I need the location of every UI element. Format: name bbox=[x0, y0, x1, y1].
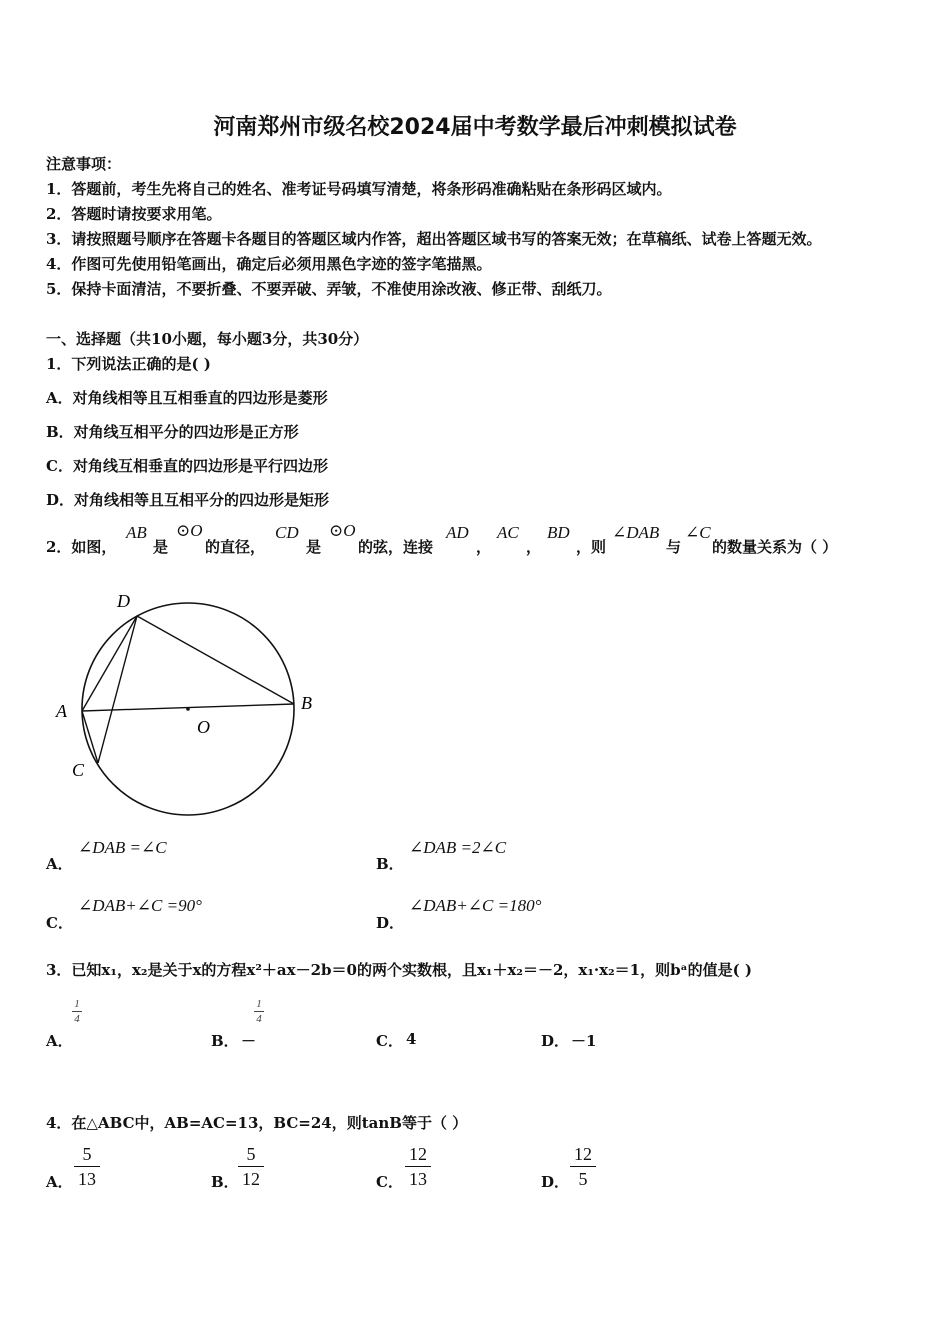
question-stem-text: ， bbox=[526, 538, 542, 556]
option-a-letter: A． bbox=[46, 1173, 73, 1191]
option-d-letter: D． bbox=[541, 1173, 570, 1191]
notice-item: 5．保持卡面清洁，不要折叠、不要弄破、弄皱，不准使用涂改液、修正带、刮纸刀。 bbox=[46, 280, 612, 298]
label-b: B bbox=[301, 693, 312, 713]
math-ab: AB bbox=[126, 523, 147, 542]
question-stem-text: 与 bbox=[666, 538, 682, 556]
label-o: O bbox=[197, 717, 210, 737]
notice-item: 1．答题前，考生先将自己的姓名、准考证号码填写清楚，将条形码准确粘贴在条形码区域内。 bbox=[46, 180, 672, 198]
label-d: D bbox=[117, 591, 130, 611]
question-stem: 1．下列说法正确的是( ) bbox=[46, 355, 211, 373]
label-a: A bbox=[56, 701, 67, 721]
option-b-expr: ∠DAB =2∠C bbox=[409, 838, 507, 857]
option-b-fraction: 5 12 bbox=[238, 1144, 264, 1189]
math-cd: CD bbox=[275, 523, 299, 542]
question-stem-text: ， bbox=[476, 538, 492, 556]
option-d-value: －1 bbox=[571, 1032, 597, 1050]
option-c-letter: C． bbox=[376, 1173, 403, 1191]
option-d-fraction: 12 5 bbox=[570, 1144, 596, 1189]
chord-ac bbox=[82, 711, 98, 763]
question-stem-text: 是 bbox=[153, 538, 169, 556]
section-heading: 一、选择题（共10小题，每小题3分，共30分） bbox=[46, 330, 369, 348]
math-circle-o: ⊙O bbox=[329, 521, 356, 540]
notice-heading: 注意事项： bbox=[46, 155, 122, 173]
option-a-fraction: 1 4 bbox=[72, 998, 82, 1025]
center-point bbox=[186, 707, 190, 711]
question-stem-text: 2．如图， bbox=[46, 538, 117, 556]
question-stem: 4．在△ABC中，AB=AC=13，BC=24，则tanB等于（ ） bbox=[46, 1114, 468, 1132]
exam-title: 河南郑州市级名校2024届中考数学最后冲刺模拟试卷 bbox=[213, 115, 737, 140]
option-a: A．对角线相等且互相垂直的四边形是菱形 bbox=[46, 389, 328, 407]
option-c-letter: C． bbox=[376, 1032, 403, 1050]
option-a-letter: A． bbox=[46, 1032, 73, 1050]
math-angle-c: ∠C bbox=[685, 523, 711, 542]
option-a-fraction: 5 13 bbox=[74, 1144, 100, 1189]
option-d-letter: D． bbox=[376, 914, 405, 932]
option-b-sign: － bbox=[241, 1032, 257, 1050]
chord-dc bbox=[98, 616, 137, 763]
option-c-letter: C． bbox=[46, 914, 73, 932]
math-ad: AD bbox=[446, 523, 469, 542]
option-d-letter: D． bbox=[541, 1032, 570, 1050]
notice-item: 4．作图可先使用铅笔画出，确定后必须用黑色字迹的签字笔描黑。 bbox=[46, 255, 492, 273]
math-circle-o: ⊙O bbox=[176, 521, 203, 540]
question-stem-text: ，则 bbox=[576, 538, 607, 556]
option-d-expr: ∠DAB+∠C =180° bbox=[409, 896, 542, 915]
option-b-letter: B． bbox=[376, 855, 404, 873]
math-bd: BD bbox=[547, 523, 570, 542]
circle-figure bbox=[45, 585, 335, 825]
option-a-letter: A． bbox=[46, 855, 73, 873]
option-b-letter: B． bbox=[211, 1032, 239, 1050]
option-c-value: 4 bbox=[406, 1030, 417, 1048]
math-ac: AC bbox=[497, 523, 519, 542]
math-angle-dab: ∠DAB bbox=[612, 523, 660, 542]
question-stem-text: 的弦，连接 bbox=[358, 538, 434, 556]
option-d: D．对角线相等且互相平分的四边形是矩形 bbox=[46, 491, 330, 509]
option-a-expr: ∠DAB =∠C bbox=[78, 838, 167, 857]
notice-item: 2．答题时请按要求用笔。 bbox=[46, 205, 222, 223]
question-stem-text: 的数量关系为（ ） bbox=[712, 538, 838, 556]
option-c-expr: ∠DAB+∠C =90° bbox=[78, 896, 202, 915]
chord-ad bbox=[82, 616, 137, 711]
question-stem-text: 是 bbox=[306, 538, 322, 556]
question-stem: 3．已知x₁，x₂是关于x的方程x²＋ax－2b＝0的两个实数根，且x₁＋x₂＝－2，x₁·x₂＝1，则bᵃ的值是( ) bbox=[46, 961, 752, 979]
option-b-fraction: 1 4 bbox=[254, 998, 264, 1025]
notice-item: 3．请按照题号顺序在答题卡各题目的答题区域内作答，超出答题区域书写的答案无效；在草稿纸、试卷上答题无效。 bbox=[46, 230, 822, 248]
option-c: C．对角线互相垂直的四边形是平行四边形 bbox=[46, 457, 328, 475]
question-stem-text: 的直径， bbox=[205, 538, 266, 556]
option-b: B．对角线互相平分的四边形是正方形 bbox=[46, 423, 299, 441]
chord-db bbox=[137, 616, 294, 704]
option-b-letter: B． bbox=[211, 1173, 239, 1191]
option-c-fraction: 12 13 bbox=[405, 1144, 431, 1189]
label-c: C bbox=[72, 760, 85, 780]
